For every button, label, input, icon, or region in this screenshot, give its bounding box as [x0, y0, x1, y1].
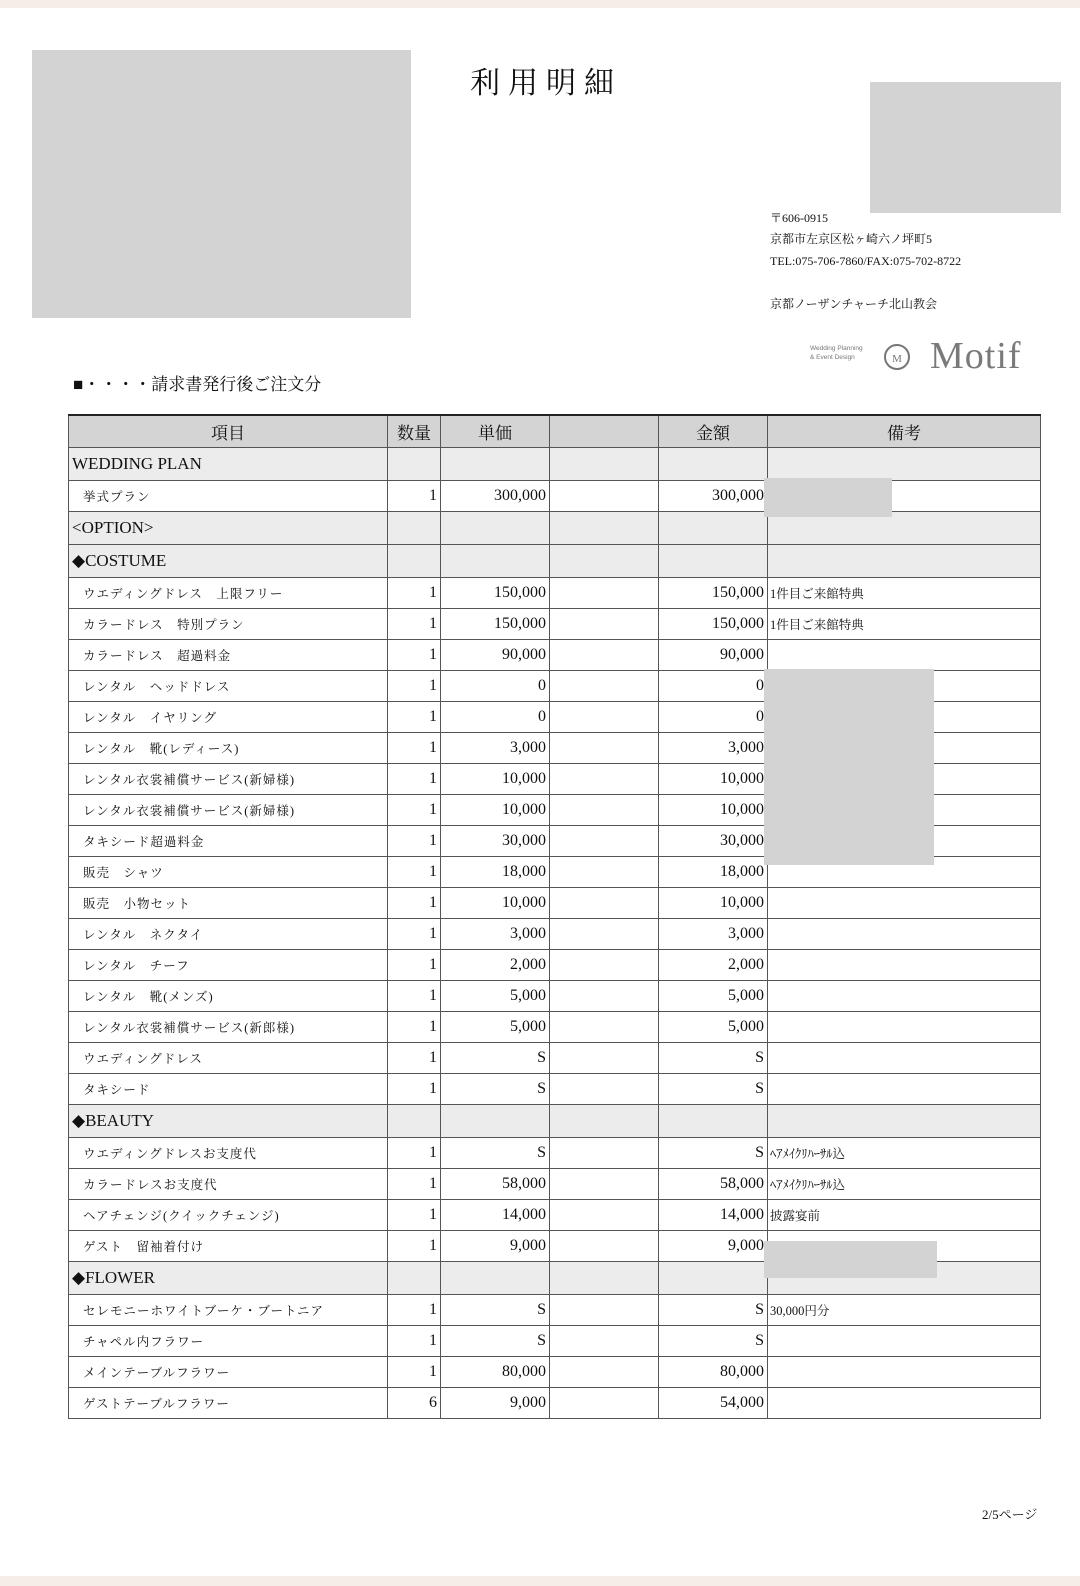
table-row — [69, 1012, 1041, 1043]
item-name: レンタル 靴(レディース) — [69, 733, 388, 764]
item-qty: 1 — [388, 1326, 441, 1357]
category-label: ◆BEAUTY — [69, 1105, 388, 1138]
empty-cell — [441, 512, 550, 545]
item-unit-price: 10,000 — [441, 764, 550, 795]
item-qty: 1 — [388, 1231, 441, 1262]
item-note — [768, 1012, 1041, 1043]
logo-tagline-line2: & Event Design — [810, 354, 855, 361]
empty-cell — [441, 545, 550, 578]
item-name: タキシード超過料金 — [69, 826, 388, 857]
item-name: レンタル衣裳補償サービス(新婦様) — [69, 795, 388, 826]
empty-cell — [768, 545, 1041, 578]
table-header-row — [69, 415, 1041, 448]
item-unit-price: 3,000 — [441, 733, 550, 764]
item-qty: 1 — [388, 1138, 441, 1169]
item-amount: 9,000 — [659, 1231, 768, 1262]
item-note — [768, 981, 1041, 1012]
item-amount: 5,000 — [659, 1012, 768, 1043]
item-name: ゲスト 留袖着付け — [69, 1231, 388, 1262]
item-note: ﾍｱﾒｲｸﾘﾊｰｻﾙ込 — [768, 1169, 1041, 1200]
item-amount: 3,000 — [659, 733, 768, 764]
item-qty: 1 — [388, 857, 441, 888]
empty-cell — [768, 1105, 1041, 1138]
empty-cell — [550, 640, 659, 671]
item-note — [768, 640, 1041, 671]
item-name: ウエディングドレスお支度代 — [69, 1138, 388, 1169]
item-amount: 14,000 — [659, 1200, 768, 1231]
item-qty: 1 — [388, 919, 441, 950]
empty-cell — [550, 1295, 659, 1326]
empty-cell — [550, 545, 659, 578]
section-heading: ■・・・・請求書発行後ご注文分 — [73, 375, 322, 394]
table-row — [69, 1074, 1041, 1105]
category-row — [69, 1105, 1041, 1138]
item-amount: 5,000 — [659, 981, 768, 1012]
category-row — [69, 512, 1041, 545]
item-amount: 90,000 — [659, 640, 768, 671]
item-amount: S — [659, 1138, 768, 1169]
item-qty: 1 — [388, 481, 441, 512]
item-note — [768, 888, 1041, 919]
item-unit-price: S — [441, 1326, 550, 1357]
empty-cell — [550, 1326, 659, 1357]
item-unit-price: 18,000 — [441, 857, 550, 888]
logo-tagline-line1: Wedding Planning — [810, 345, 863, 352]
item-name: カラードレス 超過料金 — [69, 640, 388, 671]
table-row — [69, 919, 1041, 950]
item-name: 販売 小物セット — [69, 888, 388, 919]
table-row — [69, 578, 1041, 609]
item-name: ウエディングドレス — [69, 1043, 388, 1074]
empty-cell — [550, 826, 659, 857]
item-qty: 1 — [388, 1295, 441, 1326]
company-tel-fax: TEL:075-706-7860/FAX:075-702-8722 — [770, 254, 962, 268]
empty-cell — [550, 764, 659, 795]
empty-cell — [550, 1357, 659, 1388]
item-qty: 1 — [388, 888, 441, 919]
table-row — [69, 1169, 1041, 1200]
empty-cell — [550, 1262, 659, 1295]
empty-cell — [550, 481, 659, 512]
item-unit-price: S — [441, 1295, 550, 1326]
company-address: 京都市左京区松ヶ崎六ノ坪町5 — [770, 232, 933, 246]
item-name: レンタル衣裳補償サービス(新婦様) — [69, 764, 388, 795]
table-row — [69, 640, 1041, 671]
table-row — [69, 609, 1041, 640]
item-note: ﾍｱﾒｲｸﾘﾊｰｻﾙ込 — [768, 1138, 1041, 1169]
redacted-note-2 — [764, 669, 934, 865]
item-amount: 2,000 — [659, 950, 768, 981]
empty-cell — [659, 1105, 768, 1138]
redacted-image-left — [32, 50, 411, 318]
item-unit-price: 5,000 — [441, 981, 550, 1012]
item-unit-price: 150,000 — [441, 609, 550, 640]
item-name: ゲストテーブルフラワー — [69, 1388, 388, 1419]
item-qty: 1 — [388, 981, 441, 1012]
category-label: WEDDING PLAN — [69, 448, 388, 481]
item-unit-price: 5,000 — [441, 1012, 550, 1043]
item-name: レンタル 靴(メンズ) — [69, 981, 388, 1012]
item-amount: 150,000 — [659, 578, 768, 609]
item-amount: 10,000 — [659, 888, 768, 919]
item-unit-price: S — [441, 1074, 550, 1105]
item-qty: 1 — [388, 1169, 441, 1200]
item-unit-price: 9,000 — [441, 1231, 550, 1262]
item-qty: 1 — [388, 1012, 441, 1043]
item-amount: 80,000 — [659, 1357, 768, 1388]
empty-cell — [550, 950, 659, 981]
empty-cell — [550, 857, 659, 888]
empty-cell — [388, 1262, 441, 1295]
empty-cell — [659, 545, 768, 578]
item-note — [768, 950, 1041, 981]
item-unit-price: 30,000 — [441, 826, 550, 857]
item-name: ウエディングドレス 上限フリー — [69, 578, 388, 609]
empty-cell — [550, 578, 659, 609]
redacted-note-1 — [764, 478, 892, 517]
table-row — [69, 1138, 1041, 1169]
empty-cell — [659, 1262, 768, 1295]
logo-wordmark: Motif — [930, 335, 1022, 377]
item-qty: 1 — [388, 764, 441, 795]
empty-cell — [550, 981, 659, 1012]
item-amount: 0 — [659, 671, 768, 702]
document-title: 利用明細 — [470, 67, 622, 100]
item-qty: 1 — [388, 640, 441, 671]
item-name: セレモニーホワイトブーケ・ブートニア — [69, 1295, 388, 1326]
category-label: ◆FLOWER — [69, 1262, 388, 1295]
header-unit-price: 単価 — [441, 415, 550, 448]
company-venue: 京都ノーザンチャーチ北山教会 — [770, 297, 938, 311]
item-amount: S — [659, 1043, 768, 1074]
item-qty: 1 — [388, 1043, 441, 1074]
item-qty: 6 — [388, 1388, 441, 1419]
logo-tagline — [810, 344, 863, 362]
logo-mark-icon: M — [884, 344, 910, 370]
empty-cell — [388, 512, 441, 545]
item-name: レンタル衣裳補償サービス(新郎様) — [69, 1012, 388, 1043]
item-name: カラードレス 特別プラン — [69, 609, 388, 640]
item-name: レンタル チーフ — [69, 950, 388, 981]
item-amount: 10,000 — [659, 795, 768, 826]
item-name: 販売 シャツ — [69, 857, 388, 888]
page-number: 2/5ページ — [982, 1507, 1038, 1522]
item-qty: 1 — [388, 1357, 441, 1388]
empty-cell — [768, 448, 1041, 481]
item-note — [768, 919, 1041, 950]
header-notes: 備考 — [768, 415, 1041, 448]
item-unit-price: S — [441, 1043, 550, 1074]
header-qty: 数量 — [388, 415, 441, 448]
empty-cell — [550, 1388, 659, 1419]
item-unit-price: 10,000 — [441, 888, 550, 919]
empty-cell — [550, 609, 659, 640]
empty-cell — [550, 448, 659, 481]
item-qty: 1 — [388, 671, 441, 702]
item-amount: 30,000 — [659, 826, 768, 857]
item-unit-price: 3,000 — [441, 919, 550, 950]
item-name: ヘアチェンジ(クイックチェンジ) — [69, 1200, 388, 1231]
item-note — [768, 1074, 1041, 1105]
item-qty: 1 — [388, 795, 441, 826]
table-row — [69, 1388, 1041, 1419]
empty-cell — [550, 702, 659, 733]
item-unit-price: 10,000 — [441, 795, 550, 826]
empty-cell — [550, 1138, 659, 1169]
empty-cell — [550, 512, 659, 545]
item-name: カラードレスお支度代 — [69, 1169, 388, 1200]
item-qty: 1 — [388, 702, 441, 733]
item-unit-price: 300,000 — [441, 481, 550, 512]
empty-cell — [550, 1105, 659, 1138]
empty-cell — [441, 448, 550, 481]
item-unit-price: 0 — [441, 702, 550, 733]
empty-cell — [550, 795, 659, 826]
item-amount: 58,000 — [659, 1169, 768, 1200]
item-amount: 300,000 — [659, 481, 768, 512]
item-qty: 1 — [388, 609, 441, 640]
document-page — [0, 8, 1080, 1576]
item-qty: 1 — [388, 1200, 441, 1231]
item-amount: 150,000 — [659, 609, 768, 640]
item-name: メインテーブルフラワー — [69, 1357, 388, 1388]
item-unit-price: 90,000 — [441, 640, 550, 671]
item-amount: S — [659, 1295, 768, 1326]
table-row — [69, 950, 1041, 981]
item-note: 30,000円分 — [768, 1295, 1041, 1326]
item-qty: 1 — [388, 578, 441, 609]
category-label: <OPTION> — [69, 512, 388, 545]
category-row — [69, 545, 1041, 578]
item-amount: 0 — [659, 702, 768, 733]
item-note: 披露宴前 — [768, 1200, 1041, 1231]
table-row — [69, 1200, 1041, 1231]
header-amount: 金額 — [659, 415, 768, 448]
item-qty: 1 — [388, 733, 441, 764]
redacted-note-3 — [764, 1241, 937, 1278]
item-unit-price: 9,000 — [441, 1388, 550, 1419]
item-name: 挙式プラン — [69, 481, 388, 512]
empty-cell — [550, 1169, 659, 1200]
empty-cell — [550, 671, 659, 702]
empty-cell — [550, 919, 659, 950]
table-row — [69, 1295, 1041, 1326]
empty-cell — [550, 1012, 659, 1043]
item-note — [768, 1357, 1041, 1388]
empty-cell — [388, 448, 441, 481]
empty-cell — [550, 733, 659, 764]
empty-cell — [441, 1105, 550, 1138]
empty-cell — [441, 1262, 550, 1295]
item-name: タキシード — [69, 1074, 388, 1105]
empty-cell — [550, 888, 659, 919]
item-qty: 1 — [388, 1074, 441, 1105]
item-amount: 3,000 — [659, 919, 768, 950]
redacted-image-right — [870, 82, 1061, 213]
item-unit-price: 150,000 — [441, 578, 550, 609]
item-unit-price: 0 — [441, 671, 550, 702]
empty-cell — [550, 1200, 659, 1231]
empty-cell — [659, 448, 768, 481]
item-unit-price: S — [441, 1138, 550, 1169]
table-row — [69, 481, 1041, 512]
item-name: レンタル イヤリング — [69, 702, 388, 733]
item-note: 1件目ご来館特典 — [768, 578, 1041, 609]
header-item: 項目 — [69, 415, 388, 448]
item-unit-price: 14,000 — [441, 1200, 550, 1231]
item-qty: 1 — [388, 950, 441, 981]
empty-cell — [388, 545, 441, 578]
category-row — [69, 448, 1041, 481]
item-amount: 10,000 — [659, 764, 768, 795]
header-blank — [550, 415, 659, 448]
item-amount: 18,000 — [659, 857, 768, 888]
item-amount: S — [659, 1074, 768, 1105]
item-amount: S — [659, 1326, 768, 1357]
item-unit-price: 80,000 — [441, 1357, 550, 1388]
item-note — [768, 1326, 1041, 1357]
empty-cell — [550, 1074, 659, 1105]
table-row — [69, 1326, 1041, 1357]
category-label: ◆COSTUME — [69, 545, 388, 578]
company-postal: 〒606-0915 — [770, 211, 828, 225]
empty-cell — [550, 1231, 659, 1262]
empty-cell — [659, 512, 768, 545]
item-note: 1件目ご来館特典 — [768, 609, 1041, 640]
item-qty: 1 — [388, 826, 441, 857]
item-amount: 54,000 — [659, 1388, 768, 1419]
empty-cell — [388, 1105, 441, 1138]
table-row — [69, 1357, 1041, 1388]
item-name: レンタル ヘッドドレス — [69, 671, 388, 702]
item-note — [768, 1388, 1041, 1419]
item-name: レンタル ネクタイ — [69, 919, 388, 950]
item-note — [768, 1043, 1041, 1074]
table-row — [69, 888, 1041, 919]
item-name: チャペル内フラワー — [69, 1326, 388, 1357]
table-row — [69, 981, 1041, 1012]
empty-cell — [550, 1043, 659, 1074]
item-unit-price: 58,000 — [441, 1169, 550, 1200]
item-unit-price: 2,000 — [441, 950, 550, 981]
table-row — [69, 1043, 1041, 1074]
